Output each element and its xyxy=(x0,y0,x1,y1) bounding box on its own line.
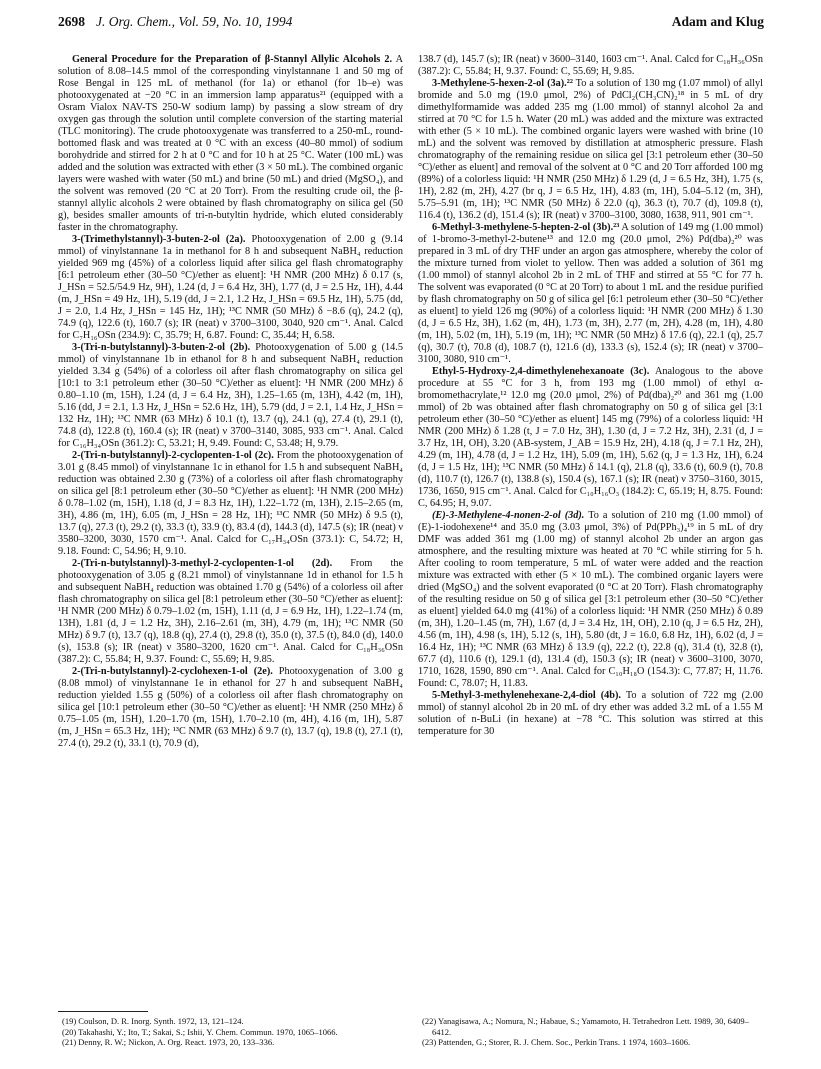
paragraph-heading: 5-Methyl-3-methylenehexane-2,4-diol (4b). xyxy=(432,690,621,701)
footnotes-right xyxy=(418,1016,763,1048)
footnote: (20) Takahashi, Y.; Ito, T.; Sakai, S.; Ishii, Y. Chem. Commun. 1970, 1065–1066. xyxy=(62,1026,338,1037)
paragraph xyxy=(58,54,403,234)
journal-citation: J. Org. Chem., Vol. 59, No. 10, 1994 xyxy=(96,14,293,29)
paragraph-heading: 3-(Tri-n-butylstannyl)-3-buten-2-ol (2b). xyxy=(72,342,251,353)
paragraph-text: A solution of 8.08–14.5 mmol of the corresponding vinylstannane 1 and 50 mg of Rose Bengal in 125 mL of methanol (for 1a) or ethanol (for 1b–e) was photooxygenated at −20 °C in an immersion lamp apparatus²¹ (equipped with a Osram Vialox NAV-TS 250-W sodium lamp) by passing a slow stream of dry oxygen gas through the solution until complete conversion of the starting material (TLC monitoring). The crude photooxygenate was transferred to a 250-mL, round-bottomed flask and was treated at 0 °C with an excess (40–80 mmol) of sodium borohydride and stirred for 2 h at 0 °C and for 10 h at 25 °C. Water (100 mL) was added and the solution was extracted with ether (3 × 50 mL). The combined organic layers were washed with water (50 mL) and brine (50 mL) and dried (MgSO₄), and the solvent was removed (20 °C at 20 Torr). From the resulting crude oil, the β-stannyl allylic alcohols 2 were obtained by flash chromatography on silica gel (50 g), besides smaller amounts of tri-n-butyltin hydride, which eluted considerably faster in the chromatography. xyxy=(58,54,403,233)
paragraph xyxy=(418,366,763,510)
running-header xyxy=(58,14,764,34)
footnote-rule xyxy=(58,1011,148,1012)
paragraph-text: Analogous to the above procedure at 55 °C for 3 h, from 193 mg (1.00 mmol) of ethyl α-bromomethacrylate,¹² 12.0 mg (20.0 μmol, 2%) of Pd(dba)₂²⁰ and 361 mg (1.00 mmol) of 2b was obtained after flash chromatography on 50 g of silica gel [3:1 petroleum ether (30–50 °C)/ether as eluent] 145 mg (79%) of a colorless liquid: ¹H NMR (200 MHz) δ 1.28 (t, J = 7.0 Hz, 3H), 1.30 (d, J = 7.2 Hz, 3H), 2.31 (d, J = 3.7 Hz, 1H, OH), 3.20 (AB-system, J_AB = 15.9 Hz, 2H), 4.18 (q, J = 7.1 Hz, 2H), 4.29 (m, 1H), 4.78 (d, J = 1.2 Hz, 1H), 5.09 (m, 1H), 5.62 (q, J = 1.3 Hz, 1H), 6.24 (d, J = 1.5 Hz, 1H); ¹³C NMR (50 MHz) δ 14.1 (q), 21.8 (q), 33.6 (t), 60.9 (t), 70.8 (d), 110.7 (t), 126.7 (t), 138.8 (s), 150.4 (s), 167.1 (s); IR (neat) ν 3750–3160, 3015, 1736, 1650, 915 cm⁻¹. Anal. Calcd for C₁₀H₁₆O₃ (184.2): C, 65.19; H, 8.75. Found: C, 64.95; H, 9.07. xyxy=(418,366,763,509)
paragraph-heading: General Procedure for the Preparation of β-Stannyl Allylic Alcohols 2. xyxy=(72,54,393,65)
paragraph xyxy=(418,690,763,738)
right-column xyxy=(418,54,763,738)
paragraph-text: Photooxygenation of 2.00 g (9.14 mmol) of vinylstannane 1a in methanol for 8 h and subsequent NaBH₄ reduction yielded 969 mg (45%) of a colorless liquid after silica gel flash chromatography [6:1 petroleum ether (30–50 °C)/ether as eluent]: ¹H NMR (200 MHz) δ 0.17 (s, J_HSn = 52.5/54.9 Hz, 9H), 1.24 (d, J = 6.4 Hz, 3H), 1.77 (d, J = 2.5 Hz, 1H), 4.44 (m, J_HSn = 49 Hz, 1H), 5.19 (dd, J = 2.1, 1.2 Hz, J_HSn = 69.5 Hz, 1H), 5.75 (dd, J = 2.0, 1.4 Hz, J_HSn = 145 Hz, 1H); ¹³C NMR (50 MHz) δ −8.6 (q), 24.2 (q), 74.9 (q), 122.6 (t), 160.7 (s); IR (neat) ν 3700–3100, 3040, 920 cm⁻¹. Anal. Calcd for C₇H₁₆OSn (234.9): C, 35.79; H, 6.87. Found: C, 35.44; H, 6.58. xyxy=(58,234,404,341)
footnote: (22) Yanagisawa, A.; Nomura, N.; Habaue, S.; Yamamoto, H. Tetrahedron Lett. 1989, 30, 6409–6412. xyxy=(422,1016,749,1037)
footnotes-left xyxy=(58,1016,403,1048)
paragraph-heading: 2-(Tri-n-butylstannyl)-2-cyclohexen-1-ol (2e). xyxy=(72,666,273,677)
paragraph-heading: 3-Methylene-5-hexen-2-ol (3a).²² xyxy=(432,78,573,89)
paragraph-heading: Ethyl-5-Hydroxy-2,4-dimethylenehexanoate (3c). xyxy=(432,366,650,377)
paragraph-text: 138.7 (d), 145.7 (s); IR (neat) ν 3600–3140, 1603 cm⁻¹. Anal. Calcd for C₁₈H₃₆OSn (387.2): C, 55.84; H, 9.37. Found: C, 55.69; H, 9.85. xyxy=(418,54,763,77)
footnote: (21) Denny, R. W.; Nickon, A. Org. React. 1973, 20, 133–336. xyxy=(62,1037,275,1047)
paragraph-text: From the photooxygenation of 3.01 g (8.45 mmol) of vinylstannane 1c in ethanol for 1.5 h and subsequent NaBH₄ reduction was obtained 2.30 g (73%) of a colorless oil after flash chromatography on silica gel [8:1 petroleum ether (30–50 °C)/ether as eluent]: ¹H NMR (200 MHz) δ 0.78–1.02 (m, 15H), 1.18 (d, J = 8.3 Hz, 1H), 1.22–1.72 (m, 13H), 2.15–2.65 (m, 3H), 4.86 (m, 1H), 6.05 (m, J_HSn = 28 Hz, 1H); ¹³C NMR (50 MHz) δ 9.5 (t), 13.7 (q), 27.3 (t), 29.2 (t), 33.3 (t), 33.9 (t), 83.4 (d), 144.3 (d), 147.5 (s); IR (neat) ν 3580–3200, 3030, 1570 cm⁻¹. Anal. Calcd for C₁₇H₃₄OSn (373.1): C, 54.72; H, 9.18. Found: C, 54.96; H, 9.10. xyxy=(58,450,403,557)
paragraph-text: To a solution of 130 mg (1.07 mmol) of allyl bromide and 5.0 mg (19.0 μmol, 2%) of PdCl₂(CH₃CN)₂¹⁸ in 5 mL of dry dimethylformamide was added 235 mg (1.00 mmol) of stannyl alcohol 2a and stirred at 70 °C for 1.5 h. Water (20 mL) was added and the mixture was extracted with ether (5 × 10 mL). The combined organic layers were washed with brine (10 mL) and the solvent was removed by distillation at atmospheric pressure. Flash chromatography of the remaining residue on silica gel [3:1 petroleum ether (30–50 °C)/ether as eluent] and removal of the solvent at 0 °C and 20 Torr afforded 100 mg (89%) of a colorless liquid: ¹H NMR (250 MHz) δ 1.29 (d, J = 6.5 Hz, 3H), 1.75 (s, 1H), 2.82 (m, 2H), 4.27 (br q, J = 6.5 Hz, 1H), 4.83 (m, 1H), 5.04–5.12 (m, 3H), 5.75–5.91 (m, 1H); ¹³C NMR (50 MHz) δ 22.0 (q), 36.3 (t), 70.7 (d), 109.8 (t), 116.4 (t), 136.2 (d), 151.4 (s); IR (neat) ν 3700–3100, 3080, 1638, 911, 901 cm⁻¹. xyxy=(418,78,763,221)
paragraph-text: A solution of 149 mg (1.00 mmol) of 1-bromo-3-methyl-2-butene¹³ and 12.0 mg (20.0 μmol, 2%) Pd(dba)₂²⁰ was prepared in 3 mL of dry THF under an argon gas atmosphere, whereby the color of the mixture turned from violet to yellow. Then was added a solution of 361 mg (1.00 mmol) of stannyl alcohol 2b in 2 mL of THF and stirred at 55 °C for 77 h. The solvent was evaporated (0 °C at 20 Torr) to about 1 mL and the residue purified by flash chromatography on 50 g of silica gel [6:1 petroleum ether (30–50 °C)/ether as eluent] to yield 126 mg (90%) of a colorless liquid: ¹H NMR (200 MHz) δ 1.30 (d, J = 6.5 Hz, 3H), 1.62 (m, 4H), 1.73 (m, 3H), 2.77 (m, 2H), 4.28 (m, 1H), 4.80 (m, 1H), 5.02 (m, 1H), 5.19 (m, 1H); ¹³C NMR (50 MHz) δ 17.6 (q), 22.1 (q), 25.7 (q), 30.7 (t), 70.8 (d), 108.7 (t), 121.6 (d), 133.3 (s), 152.4 (s); IR (neat) ν 3700–3100, 3080, 910 cm⁻¹. xyxy=(418,222,763,365)
page-number: 2698 xyxy=(58,14,85,29)
running-authors: Adam and Klug xyxy=(671,14,764,29)
footnote: (23) Pattenden, G.; Storer, R. J. Chem. Soc., Perkin Trans. 1 1974, 1603–1606. xyxy=(422,1037,691,1047)
paragraph-text: From the photooxygenation of 3.05 g (8.21 mmol) of vinylstannane 1d in ethanol for 1.5 h and subsequent NaBH₄ reduction was obtained 1.70 g (54%) of a colorless oil after flash chromatography on silica gel [8:1 petroleum ether (30–50 °C)/ether as eluent]: ¹H NMR (200 MHz) δ 0.79–1.02 (m, 15H), 1.11 (d, J = 6.9 Hz, 1H), 1.22–1.74 (m, 13H), 1.81 (d, J = 1.2 Hz, 3H), 2.16–2.61 (m, 3H), 4.79 (m, 1H); ¹³C NMR (50 MHz) δ 9.7 (t), 13.7 (q), 18.8 (q), 27.4 (t), 29.8 (t), 35.0 (t), 37.5 (t), 84.0 (d), 140.0 (s), 153.8 (s); IR (neat) ν 3580–3200, 1620 cm⁻¹. Anal. Calcd for C₁₈H₃₆OSn (387.2): C, 55.84; H, 9.37. Found: C, 55.69; H, 9.85. xyxy=(58,558,403,665)
paragraph xyxy=(58,558,403,666)
paragraph xyxy=(418,78,763,222)
paragraph xyxy=(418,54,763,78)
left-column xyxy=(58,54,403,750)
paragraph-text: Photooxygenation of 5.00 g (14.5 mmol) of vinylstannane 1b in ethanol for 8 h and subsequent NaBH₄ reduction yielded 3.34 g (54%) of a colorless oil after flash chromatography on silica gel [10:1 to 3:1 petroleum ether (30–50 °C)/ether as eluent]: ¹H NMR (200 MHz) δ 0.80–1.10 (m, 15H), 1.24 (d, J = 6.4 Hz, 3H), 1.25–1.65 (m, 13H), 4.42 (m, 1H), 5.16 (dd, J = 2.1, 1.3 Hz, J_HSn = 52.6 Hz, 1H), 5.79 (dd, J = 2.1, 1.4 Hz, J_HSn = 132 Hz, 1H); ¹³C NMR (63 MHz) δ 10.1 (t), 13.7 (q), 24.1 (q), 27.4 (t), 29.1 (t), 74.8 (d), 122.8 (t), 160.4 (s); IR (neat) ν 3700–3140, 3085, 933 cm⁻¹. Anal. Calcd for C₁₆H₃₄OSn (361.2): C, 53.21; H, 9.49. Found: C, 53.48; H, 9.79. xyxy=(58,342,403,449)
paragraph-heading: (E)-3-Methylene-4-nonen-2-ol (3d). xyxy=(432,510,585,521)
paragraph-heading: 3-(Trimethylstannyl)-3-buten-2-ol (2a). xyxy=(72,234,246,245)
paragraph-text: To a solution of 722 mg (2.00 mmol) of stannyl alcohol 2b in 20 mL of dry ether was added 3.2 mL of a 1.55 M solution of n-BuLi (in hexane) at −78 °C. This solution was stirred at this temperature for 30 xyxy=(418,690,763,737)
paragraph xyxy=(418,510,763,690)
paragraph xyxy=(58,234,403,342)
paragraph-heading: 2-(Tri-n-butylstannyl)-3-methyl-2-cyclopenten-1-ol (2d). xyxy=(72,558,333,569)
paragraph-text: To a solution of 210 mg (1.00 mmol) of (E)-1-iodohexene¹⁴ and 35.0 mg (3.03 μmol, 3%) of Pd(PPh₃)₄¹⁹ in 5 mL of dry DMF was added 361 mg (1.00 mg) of stannyl alcohol 2b under an argon gas atmosphere, and the resulting mixture was heated at 70 °C while stirring for 5 h. After cooling to room temperature, 5 mL of water were added and the reaction mixture was extracted with ether (5 × 10 mL). The combined organic layers were dried (MgSO₄) and the solvent evaporated (0 °C at 20 Torr). Flash chromatography of the resulting residue on 50 g of silica gel [3:1 petroleum ether (30–50 °C)/ether as eluent] yielded 64.0 mg (41%) of a colorless liquid: ¹H NMR (250 MHz) δ 0.89 (m, 3H), 1.20–1.45 (m, 7H), 1.67 (d, J = 3.4 Hz, 1H, OH), 2.10 (q, J = 6.5 Hz, 2H), 4.56 (m, 1H), 4.98 (s, 1H), 5.12 (s, 1H), 5.80 (dt, J = 16.0, 6.8 Hz, 1H), 6.02 (d, J = 16.4 Hz, 1H); ¹³C NMR (63 MHz) δ 13.9 (q), 22.2 (t), 22.8 (q), 31.4 (t), 32.8 (t), 67.7 (d), 110.6 (t), 129.1 (d), 131.4 (d), 150.3 (s); IR (neat) ν 3600–3100, 3070, 1710, 1628, 1590, 890 cm⁻¹. Anal. Calcd for C₁₀H₁₈O (154.3): C, 77.87; H, 11.76. Found: C, 78.07; H, 11.83. xyxy=(418,510,763,689)
paragraph xyxy=(58,450,403,558)
paragraph-heading: 6-Methyl-3-methylene-5-hepten-2-ol (3b).²³ xyxy=(432,222,620,233)
paragraph xyxy=(418,222,763,366)
paragraph xyxy=(58,342,403,450)
paragraph-text: Photooxygenation of 3.00 g (8.08 mmol) of vinylstannane 1e in ethanol for 27 h and subsequent NaBH₄ reduction yielded 1.55 g (50%) of a colorless oil after flash chromatography on silica gel [10:1 petroleum ether (30–50 °C)/ether as eluent]: ¹H NMR (250 MHz) δ 0.75–1.05 (m, 15H), 1.20–1.70 (m, 15H), 1.70–2.10 (m, 4H), 4.16 (m, 1H), 5.87 (m, J_HSn = 65.3 Hz, 1H); ¹³C NMR (63 MHz) δ 9.7 (t), 13.7 (q), 19.8 (t), 27.1 (t), 27.4 (t), 29.2 (t), 33.1 (t), 70.9 (d), xyxy=(58,666,403,749)
paragraph xyxy=(58,666,403,750)
paragraph-heading: 2-(Tri-n-butylstannyl)-2-cyclopenten-1-ol (2c). xyxy=(72,450,274,461)
footnote: (19) Coulson, D. R. Inorg. Synth. 1972, 13, 121–124. xyxy=(62,1016,244,1026)
